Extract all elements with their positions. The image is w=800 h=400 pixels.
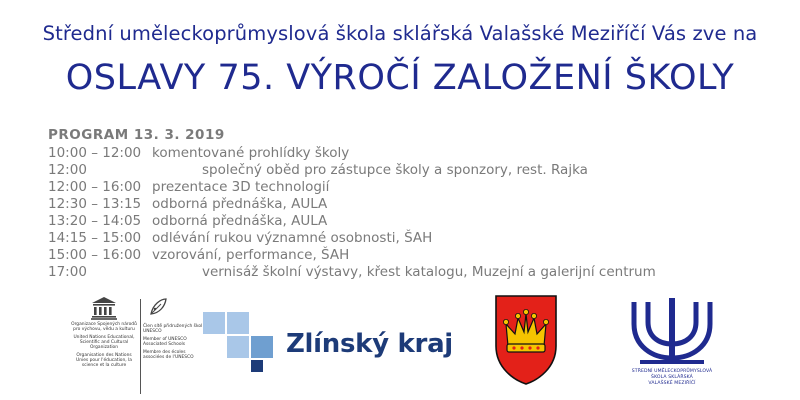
schedule-time: 12:00 – 16:00 [48,179,142,195]
zk-square [203,312,225,334]
schedule-row [48,264,656,281]
unesco-temple-icon [91,296,117,320]
unesco-org-text [70,296,138,371]
schedule-desc: společný oběd pro zástupce školy a sponzory, rest. Rajka [202,162,588,178]
schedule-desc: komentované prohlídky školy [152,145,350,161]
schedule-row [48,196,656,213]
schedule-desc: vzorování, performance, ŠAH [152,247,350,263]
schedule-time: 12:30 – 13:15 [48,196,142,212]
coat-of-arms-icon [494,294,558,386]
zk-square [251,336,273,358]
zk-square [227,312,249,334]
zlinsky-kraj-logo [203,312,463,372]
schedule-desc: vernisáž školní výstavy, křest katalogu, Muzejní a galerijní centrum [202,264,656,280]
school-name-line: ŠKOLA SKLÁŘSKÁ [651,375,693,380]
unesco-line: United Nations Educational, Scientific and Cultural Organization [73,335,135,350]
schedule-desc: odlévání rukou významné osobnosti, ŠAH [152,230,433,246]
unesco-line: Organizace Spojených národů pro výchovu, vědu a kulturu [71,322,137,332]
schedule-desc: odborná přednáška, AULA [152,213,328,229]
schedule-row [48,213,656,230]
school-name-line: VALAŠSKÉ MEZIŘÍČÍ [648,381,696,386]
schedule-time: 13:20 – 14:05 [48,213,142,229]
invite-line: Střední uměleckoprůmyslová škola sklářská Valašské Meziříčí Vás zve na [42,22,758,45]
schedule-desc: prezentace 3D technologií [152,179,330,195]
program-schedule [48,145,656,281]
unesco-line: Organisation des Nations Unies pour l'éducation, la science et la culture [76,353,132,368]
headline: OSLAVY 75. VÝROČÍ ZALOŽENÍ ŠKOLY [65,58,735,98]
unesco-divider [140,299,141,394]
unesco-line: Člen sítě přidružených škol UNESCO [143,324,203,334]
school-name [628,369,716,387]
schedule-row [48,145,656,162]
schedule-desc: odborná přednáška, AULA [152,196,328,212]
unesco-aspnet-text [143,308,203,363]
schedule-time: 17:00 [48,264,87,280]
schedule-row [48,230,656,247]
zk-square [227,336,249,358]
unesco-line: Membre des écoles associées de l'UNESCO [143,350,194,360]
schedule-time: 15:00 – 16:00 [48,247,142,263]
unesco-line: Member of UNESCO Associated Schools [143,337,187,347]
school-emblem-icon [622,294,722,368]
zk-square [251,360,263,372]
zlinsky-kraj-text: Zlínský kraj [286,329,453,359]
schedule-time: 10:00 – 12:00 [48,145,142,161]
schedule-time: 12:00 [48,162,87,178]
schedule-time: 14:15 – 15:00 [48,230,142,246]
schedule-row [48,179,656,196]
schedule-row [48,247,656,264]
program-title: PROGRAM 13. 3. 2019 [48,127,225,143]
unesco-logo [40,296,203,400]
school-name-line: STŘEDNÍ UMĚLECKOPRŮMYSLOVÁ [631,369,713,374]
schedule-row [48,162,656,179]
